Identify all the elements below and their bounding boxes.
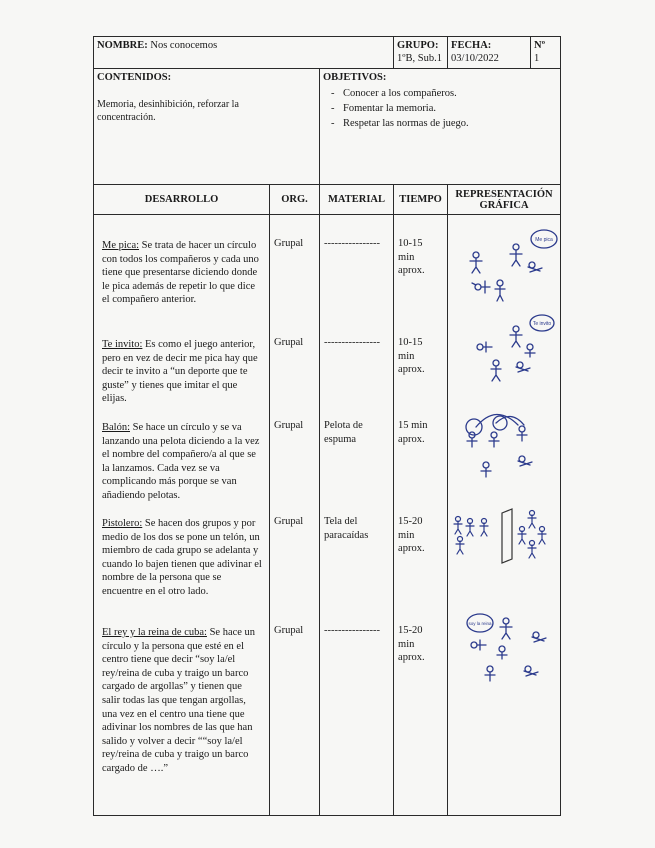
- nombre-label: NOMBRE:: [97, 40, 148, 51]
- objetivo-item: - Conocer a los compañeros.: [323, 87, 557, 100]
- grupo-value: 1ºB, Sub.1: [397, 53, 443, 64]
- stick-figure-icon: [517, 426, 527, 441]
- objetivos-cell: [320, 69, 561, 185]
- contenidos-cell: [94, 69, 320, 185]
- stick-figure-icon: [510, 326, 522, 347]
- grupo-label: GRUPO:: [397, 40, 439, 51]
- stick-figure-icon: [472, 281, 490, 293]
- bubble-text-5: soy la reina: [468, 621, 492, 626]
- fecha-label: FECHA:: [451, 40, 492, 51]
- stick-figure-icon: [471, 640, 486, 650]
- column-header-row: [94, 185, 561, 215]
- activity-5-description: [98, 626, 266, 776]
- activity-2-org: Grupal: [274, 337, 304, 348]
- stick-figure-icon: [470, 252, 482, 273]
- stick-figure-icon: [516, 362, 530, 372]
- stick-figure-icon: [497, 646, 507, 659]
- curtain-icon: [502, 509, 512, 563]
- activity-2-tiempo: 10-15 min aprox.: [398, 337, 425, 376]
- drawing-me-pica: [458, 225, 558, 305]
- activity-2-text: Es como el juego anterior, pero en vez de decir me pica hay que decir te invito a “un deporte que te guste” y tienes que imitar el que elijas.: [102, 339, 258, 405]
- activity-2-title: Te invito:: [102, 339, 143, 350]
- activity-1-tiempo: 10-15 min aprox.: [398, 238, 425, 277]
- drawing-balon: [456, 405, 556, 485]
- stick-figure-icon: [454, 517, 462, 535]
- stick-figure-icon: [466, 519, 474, 537]
- stick-figure-icon: [491, 360, 501, 381]
- header-row: [94, 37, 561, 69]
- stick-figure-icon: [500, 618, 512, 639]
- bubble-text-1: Me pica: [535, 237, 553, 243]
- activity-1-title: Me pica:: [102, 240, 140, 251]
- drawing-rey-reina: [464, 609, 560, 689]
- stick-figure-icon: [538, 527, 546, 545]
- activity-3-description: [98, 421, 266, 503]
- activity-2-material: ----------------: [324, 337, 380, 348]
- numero-value: 1: [534, 53, 540, 64]
- stick-figure-icon: [481, 462, 491, 477]
- numero-label: Nº: [534, 40, 546, 51]
- col-desarrollo: DESARROLLO: [94, 185, 270, 215]
- fecha-cell: [448, 37, 531, 69]
- stick-figure-icon: [510, 244, 522, 266]
- activities-row: [94, 215, 561, 816]
- desarrollo-column: [94, 215, 270, 816]
- objetivo-item: - Fomentar la memoria.: [323, 102, 557, 115]
- col-tiempo: TIEMPO: [394, 185, 448, 215]
- objetivos-label: OBJETIVOS:: [323, 72, 387, 83]
- activity-5-title: El rey y la reina de cuba:: [102, 627, 207, 638]
- activity-1-material: ----------------: [324, 238, 380, 249]
- activity-3-material: Pelota de espuma: [324, 420, 363, 445]
- activity-3-tiempo: 15 min aprox.: [398, 420, 428, 445]
- col-material: MATERIAL: [320, 185, 394, 215]
- stick-figure-icon: [485, 666, 495, 681]
- activity-4-org: Grupal: [274, 516, 304, 527]
- stick-figure-icon: [528, 262, 542, 272]
- nombre-value: Nos conocemos: [150, 40, 218, 51]
- objetivo-item: - Respetar las normas de juego.: [323, 117, 557, 130]
- activity-4-title: Pistolero:: [102, 518, 143, 529]
- ball-icon: [493, 416, 507, 430]
- col-representacion: REPRESENTACIÓN GRÁFICA: [448, 185, 561, 215]
- lesson-plan-table: [93, 36, 561, 816]
- activity-4-description: [98, 517, 266, 599]
- activity-5-material: ----------------: [324, 625, 380, 636]
- activity-1-text: Se trata de hacer un círculo con todos los compañeros y cada uno tiene que presentarse diciendo donde le pica además de repetir lo que dice el compañero anterior.: [102, 240, 259, 306]
- stick-figure-icon: [532, 632, 546, 642]
- org-column: [270, 215, 320, 816]
- stick-figure-icon: [489, 432, 499, 447]
- activity-5-org: Grupal: [274, 625, 304, 636]
- stick-figure-icon: [528, 511, 536, 529]
- stick-figure-icon: [456, 537, 464, 555]
- stick-figure-icon: [525, 344, 535, 357]
- activity-5-tiempo: 15-20 min aprox.: [398, 625, 425, 664]
- representacion-column: [448, 215, 561, 816]
- bubble-text-2: Te invito: [532, 321, 552, 327]
- contenidos-objetivos-row: [94, 69, 561, 185]
- stick-figure-icon: [524, 666, 538, 676]
- contenidos-text: Memoria, desinhibición, reforzar la concentración.: [97, 99, 239, 123]
- activity-3-title: Balón:: [102, 422, 130, 433]
- drawing-te-invito: [470, 311, 560, 391]
- activity-2-description: [98, 338, 266, 406]
- stick-figure-icon: [518, 456, 532, 466]
- drawing-pistolero: [452, 501, 558, 571]
- activity-4-tiempo: 15-20 min aprox.: [398, 516, 425, 555]
- col-org: ORG.: [270, 185, 320, 215]
- stick-figure-icon: [477, 342, 492, 352]
- contenidos-label: CONTENIDOS:: [97, 72, 172, 83]
- tiempo-column: [394, 215, 448, 816]
- stick-figure-icon: [480, 519, 488, 537]
- activity-1-org: Grupal: [274, 238, 304, 249]
- activity-3-org: Grupal: [274, 420, 304, 431]
- material-column: [320, 215, 394, 816]
- stick-figure-icon: [528, 541, 536, 559]
- fecha-value: 03/10/2022: [451, 53, 499, 64]
- numero-cell: [531, 37, 561, 69]
- activity-5-text: Se hace un círculo y la persona que esté en el centro tiene que decir “soy la/el rey/reina de cuba y traigo un barco cargado de argollas” y tienen que salir todas las que tengan argollas, una vez en el centro una tiene que adivinar los nombres de las que han salido y volver a decir ““soy la/el rey/reina de cuba y traigo un barco cargado de ….”: [102, 627, 256, 774]
- activity-1-description: [98, 239, 266, 307]
- objetivos-list: [323, 87, 557, 130]
- stick-figure-icon: [518, 527, 526, 545]
- activity-3-text: Se hace un círculo y se va lanzando una pelota diciendo a la vez el nombre del compañero/a al que se la lanzamos. Cada vez se va complicando más porque se van añadiendo pelotas.: [102, 422, 260, 501]
- activity-4-material: Tela del paracaídas: [324, 516, 369, 541]
- activity-4-text: Se hacen dos grupos y por medio de los dos se pone un telón, un miembro de cada grupo se adelanta y cuando lo bajen tienen que adivinar el nombre de la persona que se encuentre en el otro lado.: [102, 518, 262, 597]
- nombre-cell: [94, 37, 394, 69]
- stick-figure-icon: [495, 280, 505, 301]
- grupo-cell: [394, 37, 448, 69]
